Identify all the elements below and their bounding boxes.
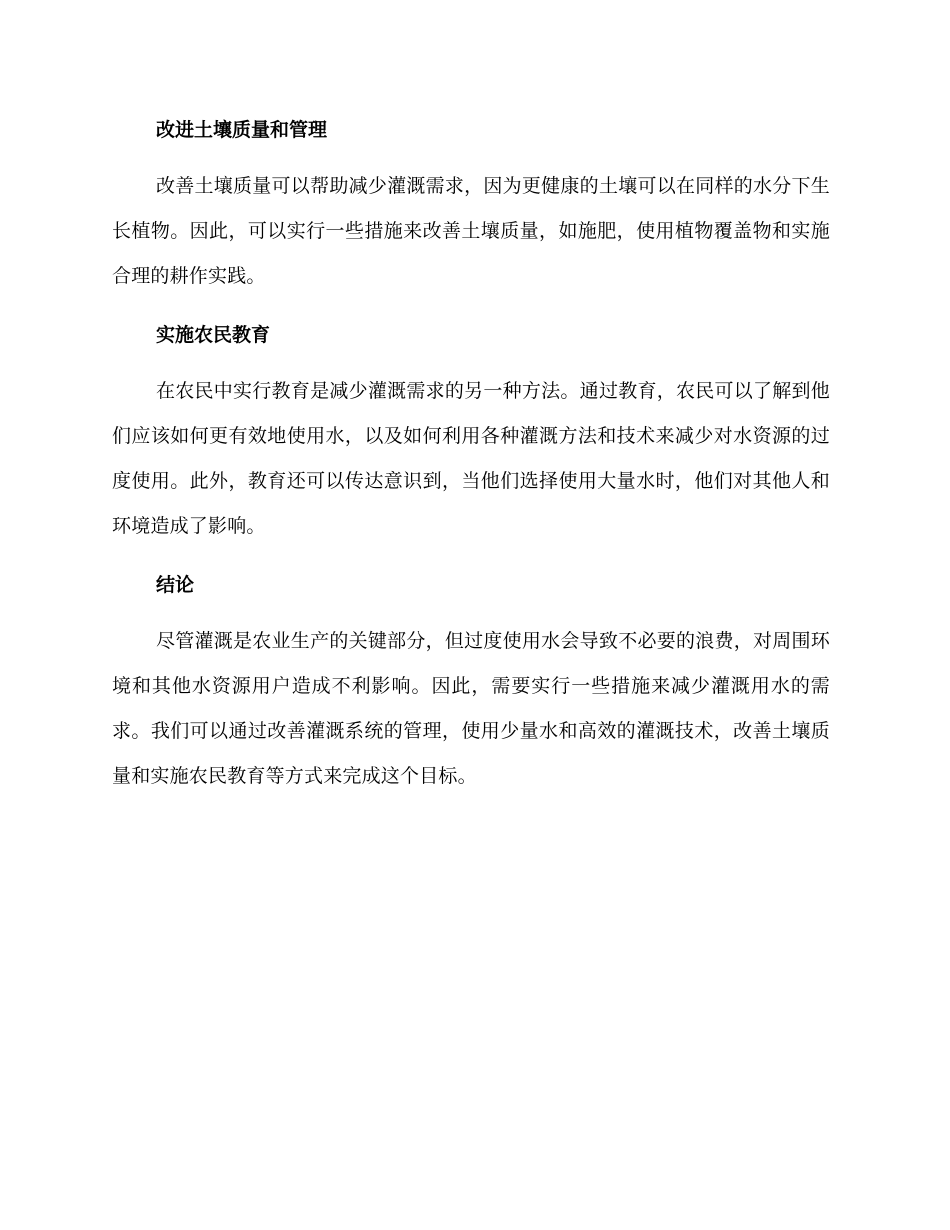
section-farmer-education bbox=[112, 313, 830, 549]
section-paragraph: 改善土壤质量可以帮助减少灌溉需求，因为更健康的土壤可以在同样的水分下生长植物。因此，可以实行一些措施来改善土壤质量，如施肥，使用植物覆盖物和实施合理的耕作实践。 bbox=[112, 175, 830, 287]
section-soil-quality bbox=[112, 108, 830, 299]
section-paragraph: 在农民中实行教育是减少灌溉需求的另一种方法。通过教育，农民可以了解到他们应该如何更有效地使用水，以及如何利用各种灌溉方法和技术来减少对水资源的过度使用。此外，教育还可以传达意识到，当他们选择使用大量水时，他们对其他人和环境造成了影响。 bbox=[112, 380, 830, 537]
document-page bbox=[112, 108, 830, 813]
section-heading: 结论 bbox=[156, 574, 195, 596]
section-heading: 实施农民教育 bbox=[156, 324, 271, 346]
section-heading: 改进土壤质量和管理 bbox=[156, 119, 328, 141]
section-conclusion bbox=[112, 563, 830, 799]
section-paragraph: 尽管灌溉是农业生产的关键部分，但过度使用水会导致不必要的浪费，对周围环境和其他水资源用户造成不利影响。因此，需要实行一些措施来减少灌溉用水的需求。我们可以通过改善灌溉系统的管理，使用少量水和高效的灌溉技术，改善土壤质量和实施农民教育等方式来完成这个目标。 bbox=[112, 630, 830, 787]
